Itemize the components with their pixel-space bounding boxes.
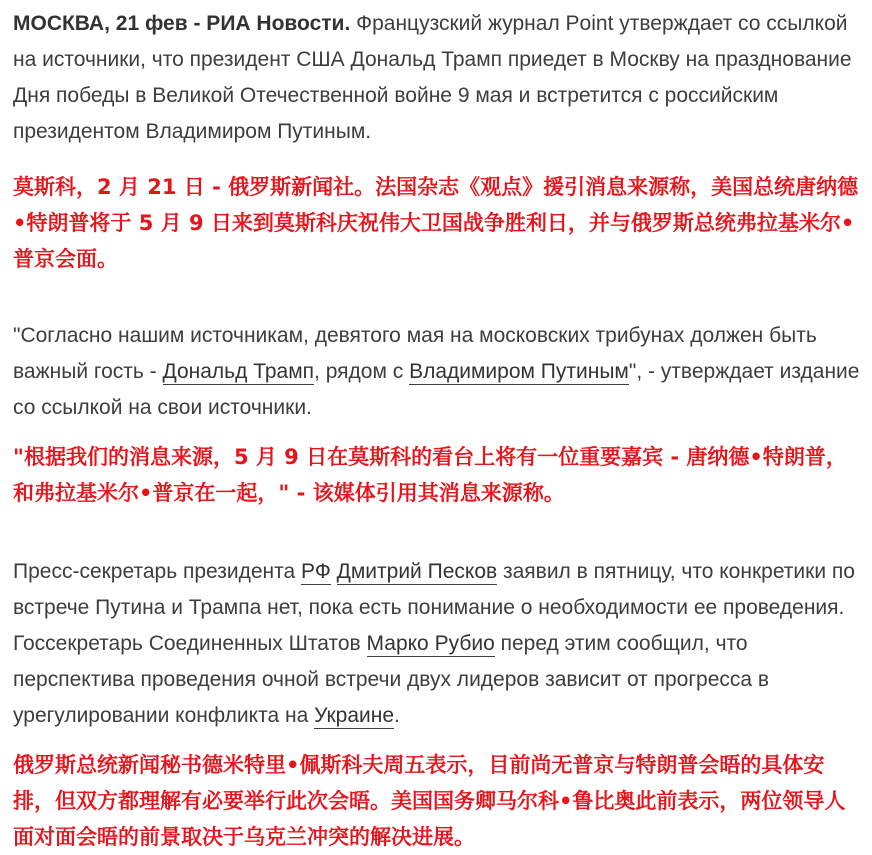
paragraph-text: .: [394, 704, 400, 727]
translation-zh-1: 莫斯科，2 月 21 日 - 俄罗斯新闻社。法国杂志《观点》援引消息来源称，美国总统唐纳德•特朗普将于 5 月 9 日来到莫斯科庆祝伟大卫国战争胜利日，并与俄罗斯总统弗拉基米尔•普京会面。: [13, 175, 859, 271]
paragraph-ru-3: [13, 554, 865, 734]
translation-zh-3: 俄罗斯总统新闻秘书德米特里•佩斯科夫周五表示，目前尚无普京与特朗普会晤的具体安排，但双方都理解有必要举行此次会晤。美国国务卿马尔科•鲁比奥此前表示，两位领导人面对面会晤的前景取决于乌克兰冲突的解决进展。: [13, 753, 846, 849]
link-dmitry-peskov[interactable]: Дмитрий Песков: [336, 560, 498, 583]
paragraph-ru-1: [13, 6, 865, 150]
link-ukraine[interactable]: Украине: [314, 704, 395, 727]
paragraph-text: "Согласно нашим источникам, девятого мая на московских трибунах должен быть важный гость -: [13, 324, 817, 383]
paragraph-text: перед этим сообщил, что перспектива проведения очной встречи двух лидеров зависит от прогресса в урегулировании конфликта на: [13, 632, 770, 727]
paragraph-text: Пресс-секретарь президента: [13, 560, 302, 583]
paragraph-text: ", - утверждает издание со ссылкой на свои источники.: [13, 360, 860, 419]
translation-zh-2: "根据我们的消息来源，5 月 9 日在莫斯科的看台上将有一位重要嘉宾 - 唐纳德•特朗普，和弗拉基米尔•普京在一起，" - 该媒体引用其消息来源称。: [13, 445, 847, 505]
paragraph-text: заявил в пятницу, что конкретики по встрече Путина и Трампа нет, пока есть понимание о необходимости ее проведения. Госсекретарь Соединенных Штатов: [13, 560, 855, 655]
dateline: МОСКВА, 21 фев - РИА Новости.: [13, 12, 351, 35]
paragraph-text: Французский журнал Point утверждает со ссылкой на источники, что президент США Дональд Трамп приедет в Москву на празднование Дня победы в Великой Отечественной войне 9 мая и встретится с российским президентом Владимиром Путиным.: [13, 12, 852, 143]
link-marco-rubio[interactable]: Марко Рубио: [366, 632, 495, 655]
link-vladimir-putin[interactable]: Владимиром Путиным: [409, 360, 629, 383]
paragraph-text: [331, 560, 337, 583]
link-donald-trump[interactable]: Дональд Трамп: [162, 360, 315, 383]
link-rf[interactable]: РФ: [301, 560, 331, 583]
paragraph-text: , рядом с: [314, 360, 410, 383]
paragraph-ru-2: [13, 318, 865, 426]
